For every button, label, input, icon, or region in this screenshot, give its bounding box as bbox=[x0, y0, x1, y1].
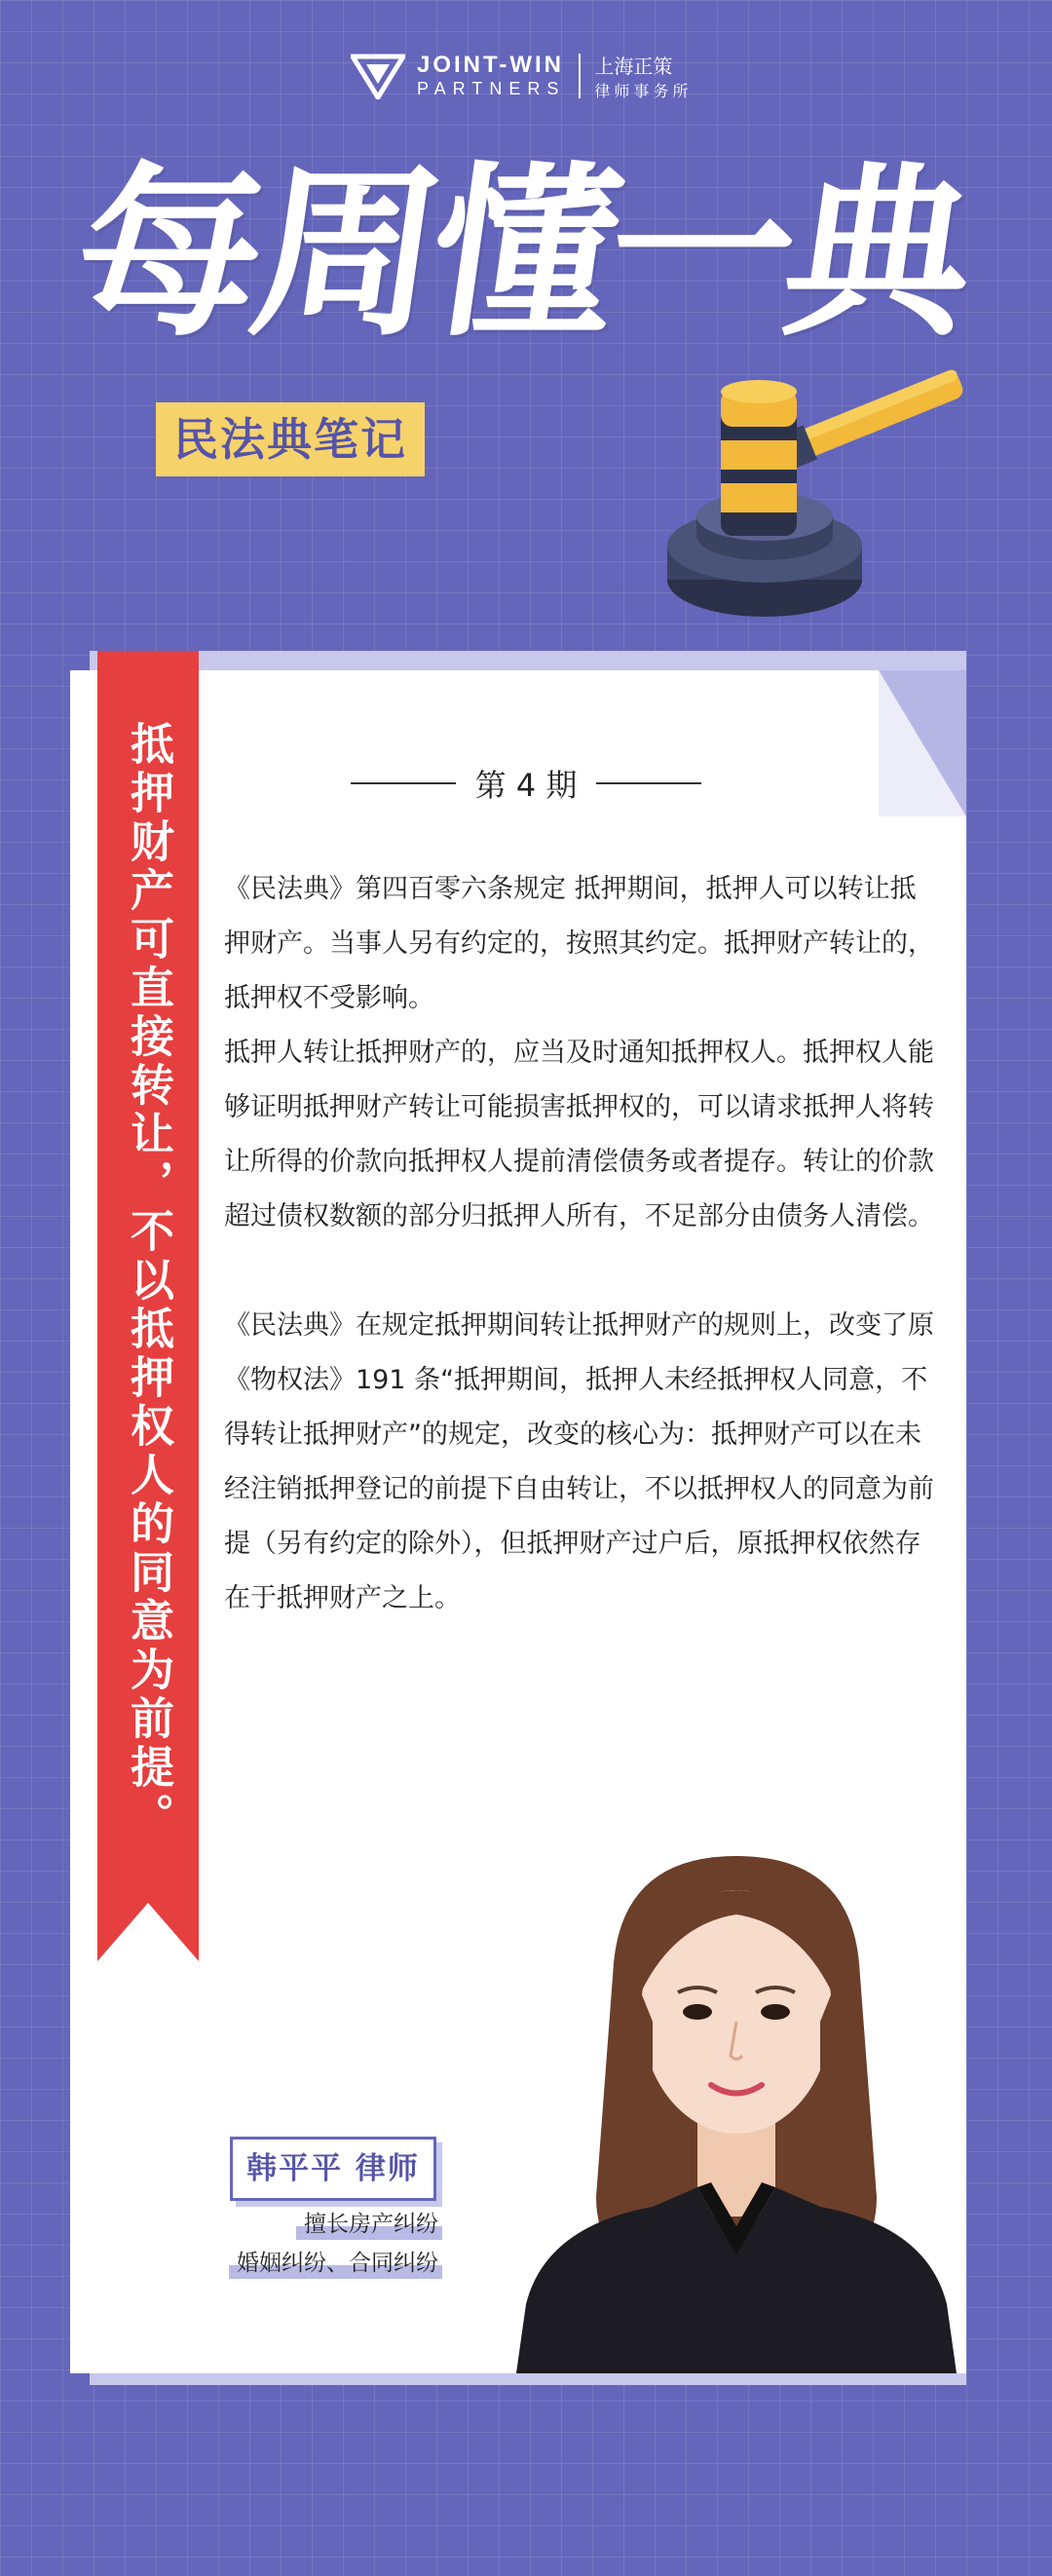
page-subtitle: 民法典笔记 bbox=[156, 402, 425, 476]
page-title: 每周懂一典 bbox=[62, 144, 980, 361]
article-paragraph-1: 《民法典》第四百零六条规定 抵押期间，抵押人可以转让抵押财产。当事人另有约定的，按照其约定。抵押财产转让的，抵押权不受影响。 bbox=[224, 874, 934, 1013]
issue-line-right bbox=[596, 782, 701, 784]
lawyer-name: 韩平平 律师 bbox=[230, 2137, 436, 2201]
specialty-line-2 bbox=[237, 2244, 438, 2283]
issue-line-left bbox=[351, 782, 456, 784]
logo-cn-line1: 上海正策 bbox=[594, 54, 673, 78]
specialty-line-1 bbox=[304, 2205, 438, 2244]
logo-en-line1: JOINT-WIN bbox=[417, 52, 564, 78]
logo-en-line2: PARTNERS bbox=[417, 79, 566, 98]
ribbon-text: 抵押财产可直接转让，不以抵押权人的同意为前提。 bbox=[123, 721, 174, 1841]
logo-divider bbox=[579, 54, 581, 98]
article-body bbox=[224, 862, 935, 1626]
article-paragraph-3: 《民法典》在规定抵押期间转让抵押财产的规则上，改变了原《物权法》191 条“抵押期间，抵押人未经抵押权人同意，不得转让抵押财产”的规定，改变的核心为：抵押财产可以在未经注销抵押登记的前提下自由转让，不以抵押权人的同意为前提（另有约定的除外），但抵押财产过户后，原抵押权依然存在于抵押财产之上。 bbox=[224, 1310, 934, 1613]
specialty-text-1: 擅长房产纠纷 bbox=[304, 2212, 438, 2237]
joint-win-logo-icon bbox=[351, 53, 405, 99]
issue-label: 第 4 期 bbox=[474, 767, 578, 804]
logo-cn-line2: 律师事务所 bbox=[594, 81, 693, 100]
paragraph-gap bbox=[224, 1244, 935, 1299]
lawyer-portrait bbox=[507, 1846, 966, 2373]
article-paragraph-2: 抵押人转让抵押财产的，应当及时通知抵押权人。抵押权人能够证明抵押财产转让可能损害抵押权的，可以请求抵押人将转让所得的价款向抵押权人提前清偿债务或者提存。转让的价款超过债权数额的部分归抵押人所有，不足部分由债务人清偿。 bbox=[224, 1038, 934, 1231]
issue-header bbox=[351, 756, 701, 811]
page-fold-corner bbox=[879, 651, 966, 816]
specialty-text-2: 婚姻纠纷、合同纠纷 bbox=[237, 2251, 438, 2276]
gavel-icon bbox=[662, 360, 974, 624]
brand-logo bbox=[351, 49, 692, 102]
